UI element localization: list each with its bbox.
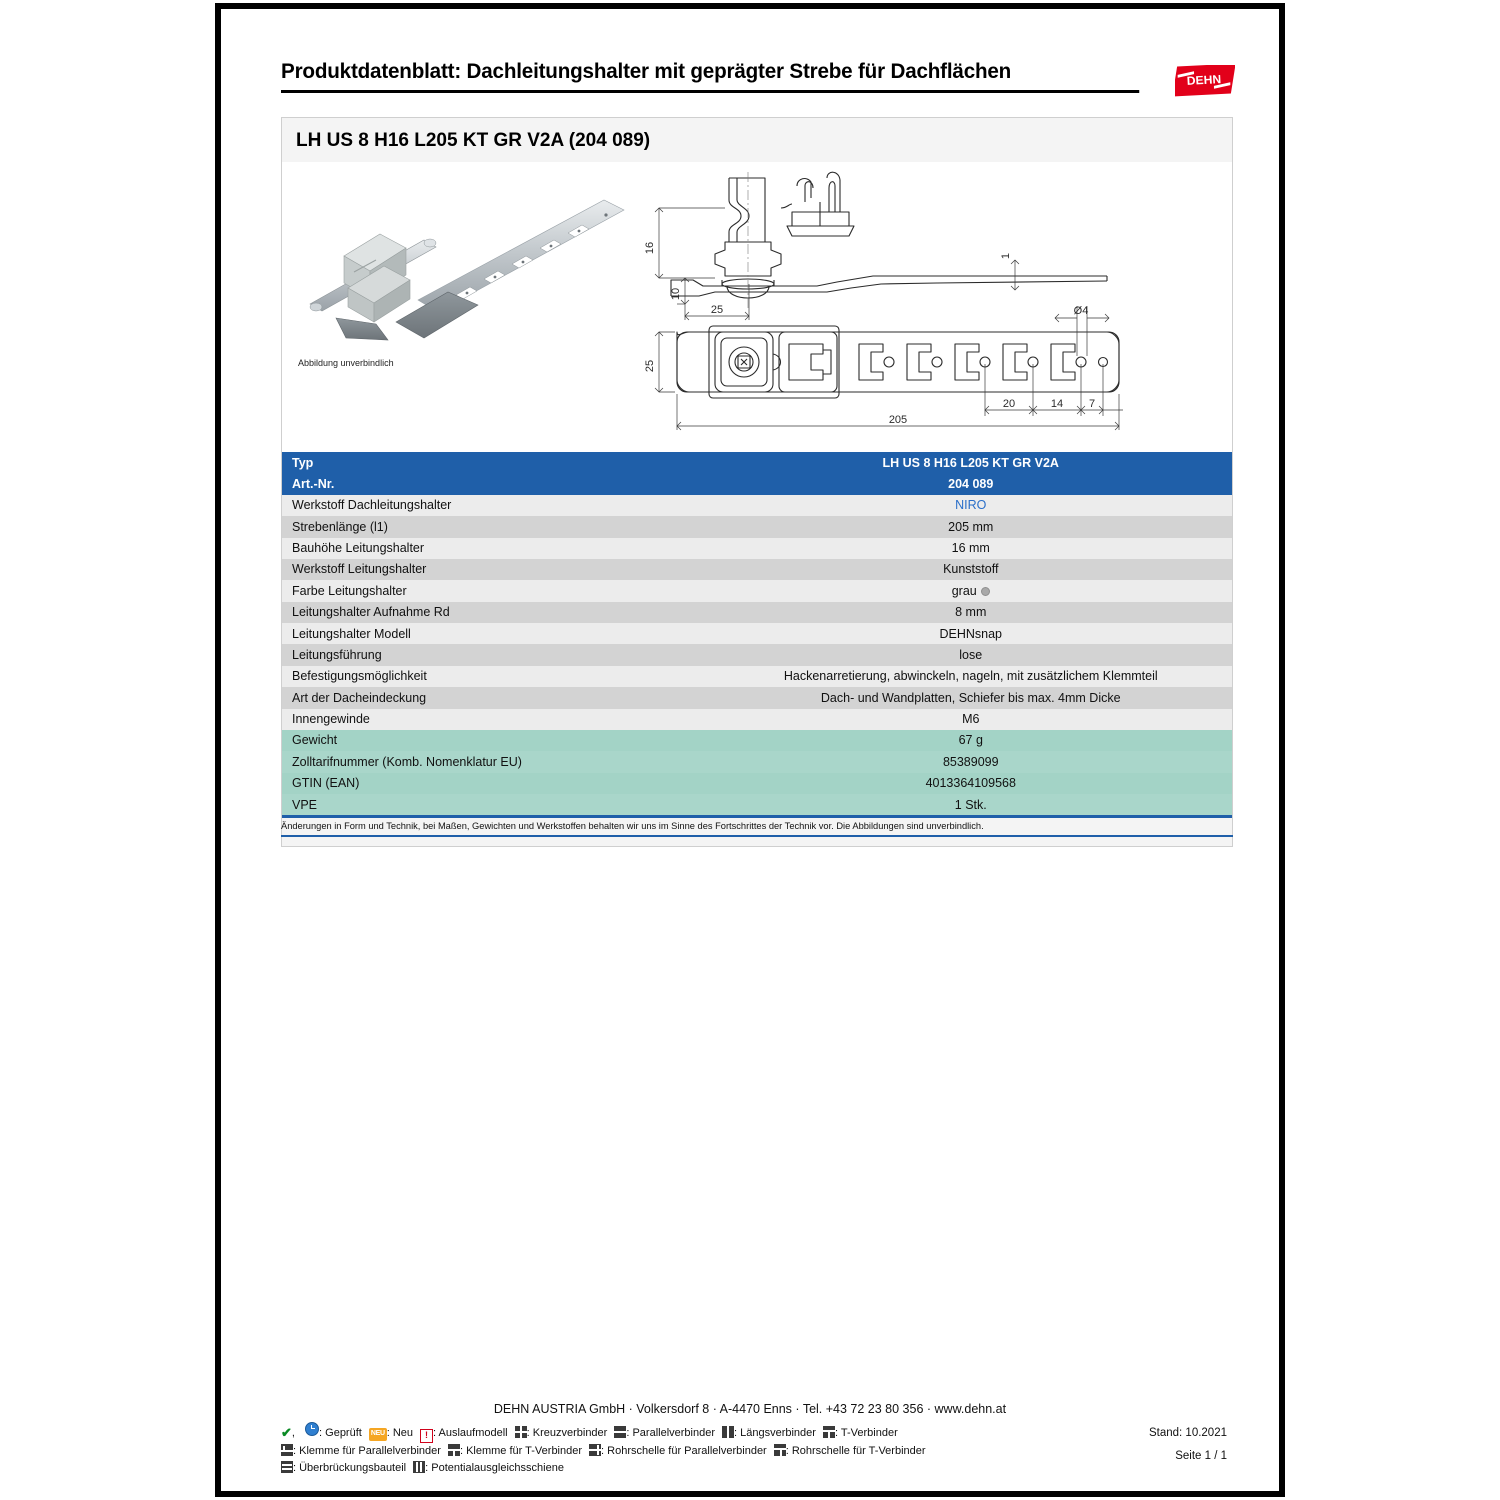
product-photo — [288, 172, 628, 352]
table-row — [282, 495, 1232, 516]
parallel-connector-icon — [614, 1426, 626, 1438]
table-row — [282, 516, 1232, 537]
color-swatch-icon — [981, 587, 990, 596]
spec-value-text: grau — [951, 583, 977, 598]
product-title: LH US 8 H16 L205 KT GR V2A (204 089) — [282, 118, 1232, 162]
dim-label-16: 16 — [644, 241, 656, 255]
check-icon: ✔ — [281, 1424, 292, 1440]
spec-value-text: 16 mm — [951, 541, 990, 555]
table-header-label: Art.-Nr. — [282, 473, 710, 494]
spec-value — [710, 709, 1233, 730]
spec-value — [710, 602, 1233, 623]
spec-value-text: Kunststoff — [943, 562, 999, 577]
dim-label-thickness: 1 — [1000, 252, 1012, 260]
table-row — [282, 730, 1232, 751]
spec-value-text: 67 g — [958, 733, 983, 748]
table-header-label: Typ — [282, 452, 710, 473]
spec-label: Innengewinde — [282, 709, 710, 730]
table-row — [282, 666, 1232, 687]
neu-badge-icon: NEU — [369, 1428, 387, 1441]
table-row — [282, 773, 1232, 794]
table-header-row — [282, 473, 1232, 494]
legend-label: : Parallelverbinder — [626, 1426, 715, 1439]
spec-value-text: Dach- und Wandplatten, Schiefer bis max. 4mm Dicke — [820, 690, 1121, 705]
disclaimer-text: Änderungen in Form und Technik, bei Maßen, Gewichten und Werkstoffen behalten wir uns im Sinne des Fortschrittes der Technik vor. Die Abbildungen sind unverbindlich. — [281, 821, 984, 831]
revision-date: Stand: 10.2021 — [1148, 1426, 1227, 1439]
t-connector-icon — [823, 1426, 835, 1438]
spec-value — [710, 751, 1233, 772]
spec-value — [710, 644, 1233, 665]
pipe-clamp-parallel-icon — [589, 1444, 601, 1456]
legend-label: : Kreuzverbinder — [526, 1426, 608, 1439]
spec-value-text: DEHNsnap — [939, 626, 1003, 641]
spec-label: Zolltarifnummer (Komb. Nomenklatur EU) — [282, 751, 710, 772]
document-header — [281, 59, 1231, 93]
legend-label: : Klemme für T-Verbinder — [459, 1444, 583, 1457]
spec-value — [710, 794, 1233, 815]
spec-label: Strebenlänge (l1) — [282, 516, 710, 537]
dim-label-205: 205 — [888, 414, 908, 426]
table-row — [282, 623, 1232, 644]
legend-label: : Klemme für Parallelverbinder — [293, 1444, 441, 1457]
page-footer — [221, 1402, 1279, 1477]
specifications-table — [282, 452, 1232, 815]
table-row — [282, 644, 1232, 665]
technical-drawing — [637, 164, 1227, 444]
spec-label: Leitungsführung — [282, 644, 710, 665]
table-row — [282, 559, 1232, 580]
spec-value-text: 205 mm — [948, 519, 994, 534]
table-header-row — [282, 452, 1232, 473]
spec-value-text: 85389099 — [942, 754, 999, 769]
legend-line-3 — [281, 1460, 1109, 1477]
legend-label: : Überbrückungsbauteil — [293, 1461, 407, 1474]
spec-value — [710, 730, 1233, 751]
product-illustrations — [282, 162, 1232, 452]
cross-connector-icon — [515, 1426, 527, 1438]
clock-icon — [305, 1422, 319, 1436]
disclaimer-rule — [281, 835, 1233, 837]
spec-value-text: 1 Stk. — [954, 797, 987, 812]
legend-label: : T-Verbinder — [834, 1426, 898, 1439]
legend-label: : Potentialausgleichsschiene — [425, 1461, 564, 1474]
clamp-parallel-icon — [281, 1444, 293, 1456]
footer-legend — [221, 1422, 1279, 1477]
spec-label: Bauhöhe Leitungshalter — [282, 538, 710, 559]
table-row — [282, 602, 1232, 623]
dim-label-14: 14 — [1050, 398, 1064, 410]
document-page-frame — [215, 3, 1285, 1497]
table-header-value: 204 089 — [710, 473, 1233, 494]
product-card — [281, 117, 1233, 847]
dim-label-25-top: 25 — [644, 359, 656, 373]
longitudinal-connector-icon — [722, 1426, 734, 1438]
spec-value-text: 8 mm — [955, 605, 987, 620]
spec-label: Farbe Leitungshalter — [282, 580, 710, 601]
spec-value — [710, 666, 1233, 687]
spec-label: VPE — [282, 794, 710, 815]
spec-value-text: M6 — [962, 712, 980, 726]
spec-value — [710, 559, 1233, 580]
spec-value-link[interactable]: NIRO — [955, 498, 987, 513]
spec-value — [710, 580, 1233, 601]
spec-label: Befestigungsmöglichkeit — [282, 666, 710, 687]
pipe-clamp-t-icon — [774, 1444, 786, 1456]
spec-value — [710, 516, 1233, 537]
table-row — [282, 751, 1232, 772]
legend-label: : Längsverbinder — [734, 1426, 816, 1439]
spec-value — [710, 538, 1233, 559]
spec-value[interactable] — [710, 495, 1233, 516]
dim-label-20: 20 — [1002, 398, 1016, 410]
spec-label: Werkstoff Dachleitungshalter — [282, 495, 710, 516]
table-row — [282, 687, 1232, 708]
spec-value — [710, 623, 1233, 644]
legend-line-1: ✔, : Geprüft NEU : Neu ! : Auslaufmodell : Kreuzverbinder : Parallelverbinder : Längsverbinder : T-Verbinder — [281, 1422, 1109, 1443]
legend-label: : Auslaufmodell — [433, 1426, 508, 1439]
spec-label: Leitungshalter Aufnahme Rd — [282, 602, 710, 623]
dim-label-7: 7 — [1088, 398, 1096, 410]
legend-label: : Neu — [386, 1426, 414, 1439]
page-title: Produktdatenblatt: Dachleitungshalter mit geprägter Strebe für Dachflächen — [281, 59, 1139, 93]
legend-label: : Rohrschelle für T-Verbinder — [785, 1444, 926, 1457]
table-row — [282, 709, 1232, 730]
discontinued-icon: ! — [420, 1429, 433, 1443]
spec-value-text: lose — [959, 647, 983, 662]
spec-label: Art der Dacheindeckung — [282, 687, 710, 708]
spec-value — [710, 687, 1233, 708]
spec-label: Gewicht — [282, 730, 710, 751]
table-header-value: LH US 8 H16 L205 KT GR V2A — [710, 452, 1233, 473]
bridging-component-icon — [281, 1461, 293, 1473]
table-row — [282, 538, 1232, 559]
company-address: DEHN AUSTRIA GmbH · Volkersdorf 8 · A-4470 Enns · Tel. +43 72 23 80 356 · www.dehn.at — [493, 1401, 1007, 1416]
spec-value-text: Hackenarretierung, abwinckeln, nageln, mit zusätzlichem Klemmteil — [783, 669, 1158, 684]
dim-label-25-side: 25 — [710, 304, 724, 316]
photo-caption: Abbildung unverbindlich — [298, 358, 394, 368]
legend-label: : Rohrschelle für Parallelverbinder — [601, 1444, 767, 1457]
spec-value — [710, 773, 1233, 794]
table-row — [282, 794, 1232, 815]
legend-label: : Geprüft — [319, 1426, 362, 1439]
dim-label-diameter: Ø4 — [1073, 305, 1089, 317]
spec-label: GTIN (EAN) — [282, 773, 710, 794]
dehn-logo-icon — [1175, 65, 1235, 99]
clamp-t-icon — [448, 1444, 460, 1456]
equipotential-bar-icon — [413, 1461, 425, 1473]
dehn-logo-text: DEHN — [1186, 72, 1222, 88]
legend-line-2 — [281, 1443, 1109, 1460]
page-number: Seite 1 / 1 — [1175, 1449, 1227, 1462]
spec-label: Werkstoff Leitungshalter — [282, 559, 710, 580]
spec-label: Leitungshalter Modell — [282, 623, 710, 644]
spec-value-text: 4013364109568 — [925, 776, 1016, 791]
table-row — [282, 580, 1232, 601]
dim-label-10: 10 — [670, 287, 682, 301]
footer-meta — [1149, 1422, 1227, 1468]
